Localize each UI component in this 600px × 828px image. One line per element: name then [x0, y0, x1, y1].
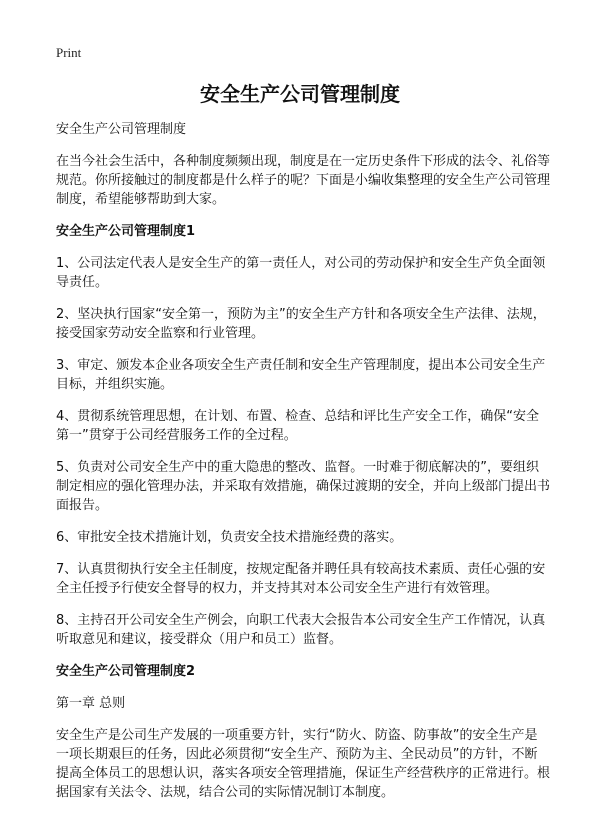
section1-item-5: 5、负责对公司安全生产中的重大隐患的整改、监督。一时难于彻底解决的”，要组织制定相应的强化管理办法，并采取有效措施，确保过渡期的安全，并向上级部门提出书面报告。: [56, 460, 551, 513]
section1-item-8: 8、主持召开公司安全生产例会，向职工代表大会报告本公司安全生产工作情况，认真听取意见和建议，接受群众（用户和员工）监督。: [56, 613, 546, 647]
document-body: [56, 120, 550, 815]
page-title: 安全生产公司管理制度: [200, 82, 400, 106]
intro-paragraph: 在当今社会生活中，各种制度频频出现，制度是在一定历史条件下形成的法令、礼俗等规范。你所接触过的制度都是什么样子的呢？下面是小编收集整理的安全生产公司管理制度，希望能够帮助到大家。: [56, 154, 551, 207]
section1-item-7: 7、认真贯彻执行安全主任制度，按规定配备并聘任具有较高技术素质、责任心强的安全主任授予行使安全督导的权力，并支持其对本公司安全生产进行有效管理。: [56, 562, 546, 596]
section1-item-2: 2、坚决执行国家“安全第一，预防为主”的安全生产方针和各项安全生产法律、法规，接受国家劳动安全监察和行业管理。: [56, 307, 546, 341]
section1-item-3: 3、审定、颁发本企业各项安全生产责任制和安全生产管理制度，提出本公司安全生产目标，并组织实施。: [56, 358, 546, 392]
section1-heading: 安全生产公司管理制度1: [56, 224, 196, 239]
section2-paragraph: 安全生产是公司生产发展的一项重要方针，实行“防火、防盗、防事故”的安全生产是一项长期艰巨的任务，因此必须贯彻“安全生产、预防为主、全民动员”的方针，不断提高全体员工的思想认识，落实各项安全管理措施，保证生产经营秩序的正常进行。根据国家有关法令、法规，结合公司的实际情况制订本制度。: [56, 728, 551, 800]
document-subtitle: 安全生产公司管理制度: [56, 122, 187, 137]
section2-heading: 安全生产公司管理制度2: [56, 664, 196, 679]
print-label: Print: [56, 45, 82, 60]
section1-item-1: 1、公司法定代表人是安全生产的第一责任人，对公司的劳动保护和安全生产负全面领导责任。: [56, 256, 546, 290]
section2-chapter: 第一章 总则: [56, 696, 126, 711]
section1-item-4: 4、贯彻系统管理思想，在计划、布置、检查、总结和评比生产安全工作，确保“安全第一”贯穿于公司经营服务工作的全过程。: [56, 409, 540, 443]
section1-item-6: 6、审批安全技术措施计划，负责安全技术措施经费的落实。: [56, 530, 403, 545]
